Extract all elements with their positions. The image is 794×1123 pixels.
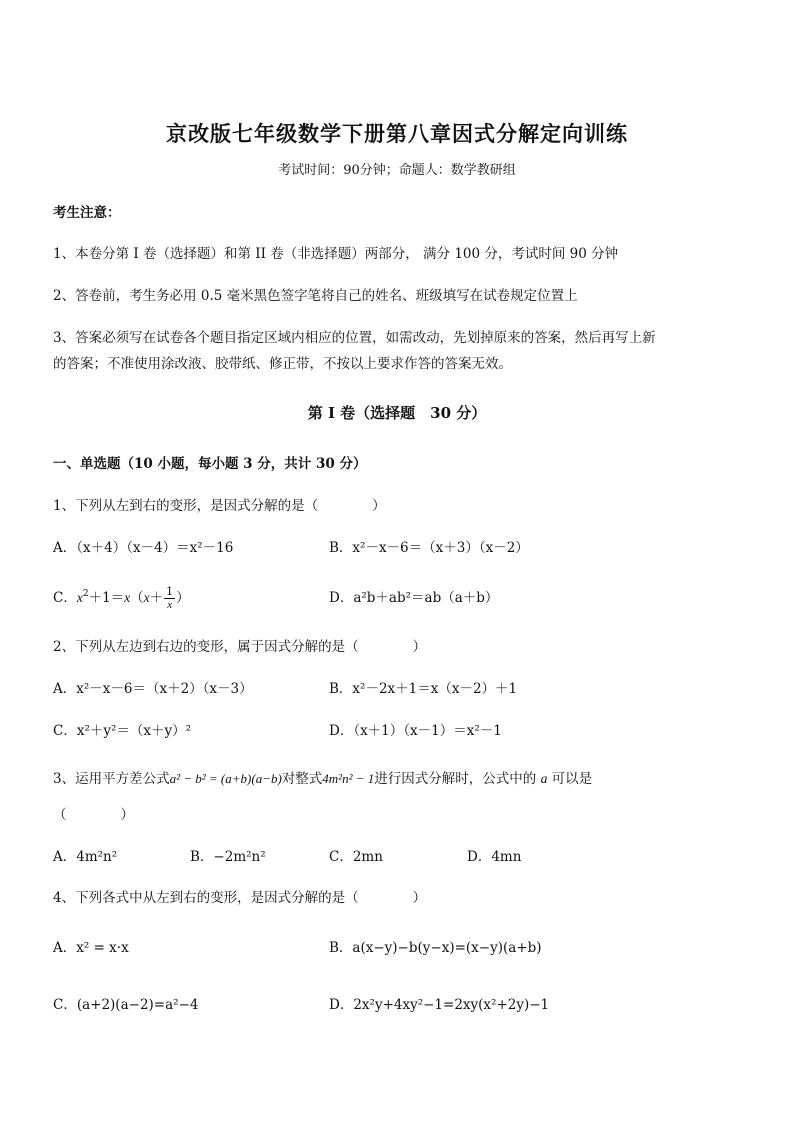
notice-item-3: 3、答案必须写在试卷各个题目指定区域内相应的位置，如需改动，先划掉原来的答案，然后再写上新 bbox=[53, 330, 656, 346]
exam-title: 京改版七年级数学下册第八章因式分解定向训练 bbox=[166, 121, 628, 146]
q1-option-c[interactable]: C．$x^2+1=x(x+$ $\frac{1}{x}$ ） bbox=[53, 585, 190, 611]
notice-item-3-cont: 的答案；不准使用涂改液、胶带纸、修正带，不按以上要求作答的答案无效。 bbox=[53, 356, 512, 372]
q2-option-a[interactable]: A．x²－x－6＝（x＋2）（x－3） bbox=[53, 681, 253, 697]
q3-answer-paren: （ ） bbox=[53, 807, 134, 823]
q3-option-a[interactable]: A．4m²n² bbox=[53, 849, 118, 865]
notice-item-1: 1、本卷分第 I 卷（选择题）和第 II 卷（非选择题）两部分， 满分 100 分，考试时间 90 分钟 bbox=[53, 246, 619, 262]
q3-stem-part-a: 3、运用平方差公式 bbox=[53, 771, 170, 787]
question-3-stem bbox=[53, 767, 592, 787]
q3-option-d[interactable]: D．4mn bbox=[467, 849, 522, 865]
q3-variable: a bbox=[540, 771, 548, 786]
exam-subtitle: 考试时间：90分钟；命题人：数学教研组 bbox=[278, 163, 516, 178]
question-2-stem: 2、下列从左边到右边的变形，属于因式分解的是（ ） bbox=[53, 639, 427, 655]
difference-of-squares-formula: a² − b² = (a+b)(a−b) bbox=[169, 771, 282, 786]
question-1-stem: 1、下列从左到右的变形，是因式分解的是（ ） bbox=[53, 498, 386, 514]
q3-stem-part-c: 进行因式分解时，公式中的 bbox=[374, 771, 537, 787]
q2-option-d[interactable]: D．（x＋1）（x－1）＝x²－1 bbox=[329, 723, 502, 739]
part1-title: 第 I 卷（选择题 30 分） bbox=[307, 404, 487, 422]
q3-option-c[interactable]: C．2mn bbox=[329, 849, 383, 865]
q2-option-c[interactable]: C．x²＋y²＝（x＋y）² bbox=[53, 723, 192, 739]
q4-option-d[interactable]: D．2x²y+4xy²−1=2xy(x²+2y)−1 bbox=[329, 997, 550, 1013]
q3-expression: 4m²n² − 1 bbox=[322, 771, 375, 786]
q4-option-c[interactable]: C．(a+2)(a−2)=a²−4 bbox=[53, 997, 199, 1013]
q1-option-d[interactable]: D．a²b＋ab²＝ab（a＋b） bbox=[329, 590, 499, 606]
fraction-one-over-x: $\frac{1}{x}$ bbox=[166, 585, 174, 611]
q3-stem-part-d: 可以是 bbox=[551, 771, 593, 787]
q4-option-a[interactable]: A．x² = x·x bbox=[53, 940, 129, 956]
q1-option-a[interactable]: A．（x＋4）（x－4）＝x²－16 bbox=[53, 540, 234, 556]
q4-option-b[interactable]: B．a(x−y)−b(y−x)=(x−y)(a+b) bbox=[329, 940, 542, 956]
q3-stem-part-b: 对整式 bbox=[281, 771, 323, 787]
notice-heading: 考生注意： bbox=[53, 205, 121, 221]
notice-item-2: 2、答卷前，考生务必用 0.5 毫米黑色签字笔将自己的姓名、班级填写在试卷规定位置上 bbox=[53, 288, 578, 304]
q3-option-b[interactable]: B．−2m²n² bbox=[190, 849, 266, 865]
q2-option-b[interactable]: B．x²－2x＋1＝x（x－2）＋1 bbox=[329, 681, 518, 697]
question-4-stem: 4、下列各式中从左到右的变形，是因式分解的是（ ） bbox=[53, 890, 427, 906]
section-heading: 一、单选题（10 小题，每小题 3 分，共计 30 分） bbox=[53, 456, 367, 472]
q1-option-b[interactable]: B．x²－x－6＝（x＋3）（x－2） bbox=[329, 540, 529, 556]
